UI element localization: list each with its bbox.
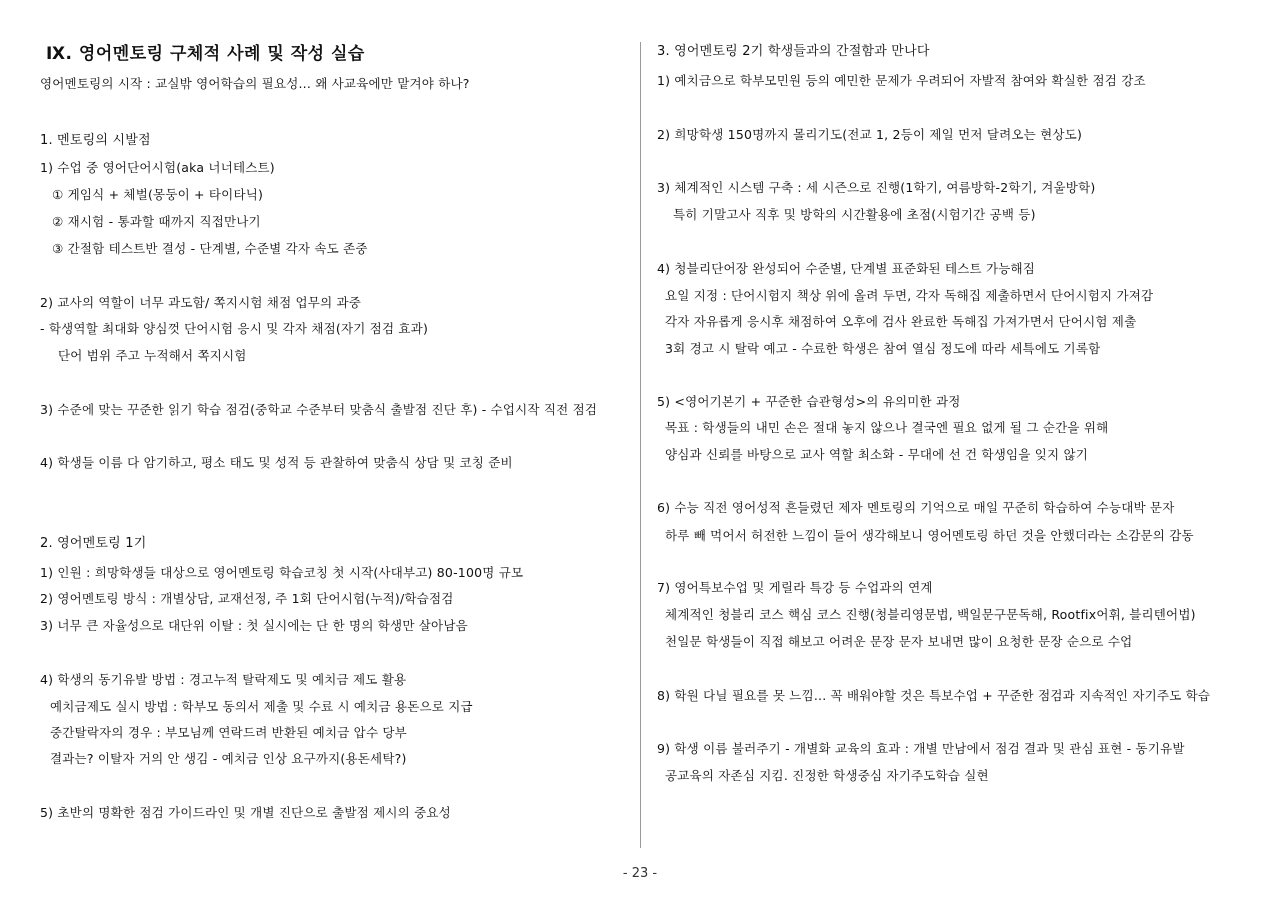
s3-line-15: 체계적인 청블리 코스 핵심 코스 진행(청블리영문법, 백일문구문독해, Rootfix어휘, 블리텐어법) xyxy=(665,607,1196,622)
column-divider xyxy=(640,42,641,848)
s2-line-4: 4) 학생의 동기유발 방법 : 경고누적 탈락제도 및 예치금 제도 활용 xyxy=(40,672,407,687)
s3-line-10: 목표 : 학생들의 내민 손은 절대 놓지 않으나 결국엔 필요 없게 될 그 순간을 위해 xyxy=(665,420,1109,435)
s3-line-9: 5) <영어기본기 + 꾸준한 습관형성>의 유의미한 과정 xyxy=(657,394,961,409)
s2-line-6: 중간탈락자의 경우 : 부모님께 연락드려 반환된 예치금 압수 당부 xyxy=(50,725,407,740)
s3-line-5: 4) 청블리단어장 완성되어 수준별, 단계별 표준화된 테스트 가능해짐 xyxy=(657,261,1036,276)
s3-line-14: 7) 영어특보수업 및 게릴라 특강 등 수업과의 연계 xyxy=(657,580,933,595)
s2-line-8: 5) 초반의 명확한 점검 가이드라인 및 개별 진단으로 출발점 제시의 중요성 xyxy=(40,805,451,820)
chapter-title: Ⅸ. 영어멘토링 구체적 사례 및 작성 실습 xyxy=(46,44,365,64)
s2-line-7: 결과는? 이탈자 거의 안 생김 - 예치금 인상 요구까지(용돈세탁?) xyxy=(50,751,407,766)
s1-line-6: - 학생역할 최대화 양심껏 단어시험 응시 및 각자 채점(자기 점검 효과) xyxy=(40,321,429,336)
s2-line-3: 3) 너무 큰 자율성으로 대단위 이탈 : 첫 실시에는 단 한 명의 학생만 살아남음 xyxy=(40,618,468,633)
s1-line-1: 1) 수업 중 영어단어시험(aka 너너테스트) xyxy=(40,160,275,175)
s3-line-16: 천일문 학생들이 직접 해보고 어려운 문장 문자 보내면 많이 요청한 문장 순으로 수업 xyxy=(665,634,1133,649)
s3-line-12: 6) 수능 직전 영어성적 흔들렸던 제자 멘토링의 기억으로 매일 꾸준히 학습하여 수능대박 문자 xyxy=(657,500,1175,515)
s1-line-4: ③ 간절함 테스트반 결성 - 단계별, 수준별 각자 속도 존중 xyxy=(52,241,368,256)
section-1-heading: 1. 멘토링의 시발점 xyxy=(40,133,151,148)
s1-line-2: ① 게임식 + 체벌(몽둥이 + 타이타닉) xyxy=(52,187,264,202)
s1-line-9: 4) 학생들 이름 다 암기하고, 평소 태도 및 성적 등 관찰하여 맞춤식 상담 및 코칭 준비 xyxy=(40,455,513,470)
s2-line-2: 2) 영어멘토링 방식 : 개별상담, 교재선정, 주 1회 단어시험(누적)/학습점검 xyxy=(40,591,454,606)
chapter-subtitle: 영어멘토링의 시작 : 교실밖 영어학습의 필요성... 왜 사교육에만 맡겨야 하나? xyxy=(40,76,470,91)
s3-line-8: 3회 경고 시 탈락 예고 - 수료한 학생은 참여 열심 정도에 따라 세특에도 기록함 xyxy=(665,341,1101,356)
s3-line-4: 특히 기말고사 직후 및 방학의 시간활용에 초점(시험기간 공백 등) xyxy=(673,207,1036,222)
s1-line-7: 단어 범위 주고 누적해서 쪽지시험 xyxy=(58,348,247,363)
s2-line-1: 1) 인원 : 희망학생들 대상으로 영어멘토링 학습코칭 첫 시작(사대부고) 80-100명 규모 xyxy=(40,565,524,580)
section-2-heading: 2. 영어멘토링 1기 xyxy=(40,536,147,551)
s1-line-8: 3) 수준에 맞는 꾸준한 읽기 학습 점검(중학교 수준부터 맞춤식 출발점 진단 후) - 수업시작 직전 점검 xyxy=(40,402,598,417)
s3-line-18: 9) 학생 이름 불러주기 - 개별화 교육의 효과 : 개별 만남에서 점검 결과 및 관심 표현 - 동기유발 xyxy=(657,741,1185,756)
s3-line-1: 1) 예치금으로 학부모민원 등의 예민한 문제가 우려되어 자발적 참여와 확실한 점검 강조 xyxy=(657,73,1146,88)
s3-line-19: 공교육의 자존심 지킴. 진정한 학생중심 자기주도학습 실현 xyxy=(665,768,989,783)
s3-line-7: 각자 자유롭게 응시후 채점하여 오후에 검사 완료한 독해집 가져가면서 단어시험 제출 xyxy=(665,314,1137,329)
page-number: - 23 - xyxy=(622,866,658,881)
s3-line-11: 양심과 신뢰를 바탕으로 교사 역할 최소화 - 무대에 선 건 학생임을 잊지 않기 xyxy=(665,447,1089,462)
s2-line-5: 예치금제도 실시 방법 : 학부모 동의서 제출 및 수료 시 예치금 용돈으로 지급 xyxy=(50,699,473,714)
s3-line-17: 8) 학원 다닐 필요를 못 느낌... 꼭 배워야할 것은 특보수업 + 꾸준한 점검과 지속적인 자기주도 학습 xyxy=(657,688,1211,703)
section-3-heading: 3. 영어멘토링 2기 학생들과의 간절함과 만나다 xyxy=(657,44,930,59)
s3-line-3: 3) 체계적인 시스템 구축 : 세 시즌으로 진행(1학기, 여름방학-2학기, 겨울방학) xyxy=(657,180,1096,195)
s3-line-13: 하루 빼 먹어서 허전한 느낌이 들어 생각해보니 영어멘토링 하던 것을 안했더라는 소감문의 감동 xyxy=(665,528,1194,543)
s3-line-2: 2) 희망학생 150명까지 몰리기도(전교 1, 2등이 제일 먼저 달려오는 현상도) xyxy=(657,127,1083,142)
s1-line-3: ② 재시험 - 통과할 때까지 직접만나기 xyxy=(52,214,261,229)
s3-line-6: 요일 지정 : 단어시험지 책상 위에 올려 두면, 각자 독해집 제출하면서 단어시험지 가져감 xyxy=(665,288,1154,303)
s1-line-5: 2) 교사의 역할이 너무 과도함/ 쪽지시험 채점 업무의 과중 xyxy=(40,295,362,310)
